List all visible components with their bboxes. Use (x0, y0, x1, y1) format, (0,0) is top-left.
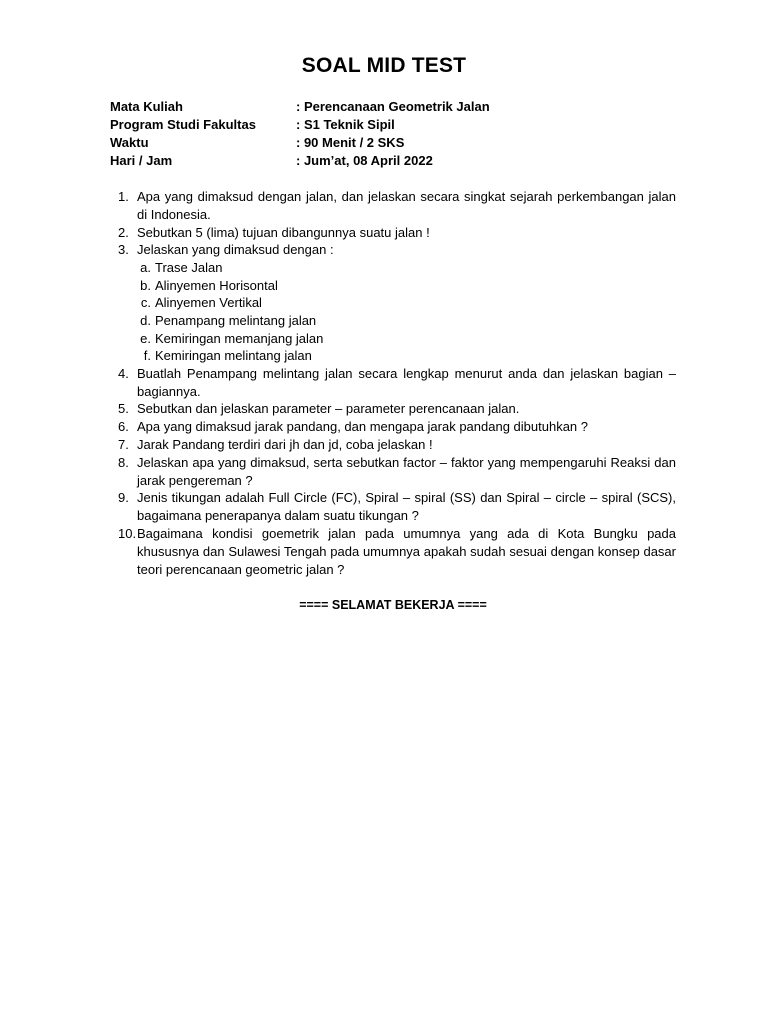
question-number: 2. (118, 224, 129, 240)
sub-question-text: Kemiringan melintang jalan (155, 348, 312, 364)
question-item (110, 436, 676, 454)
question-text: Jenis tikungan adalah Full Circle (FC), Spiral – spiral (SS) dan Spiral – circle – spiral (SCS), bagaimana penerapanya dalam suatu tikungan ? (137, 490, 676, 524)
question-item (110, 525, 676, 578)
question-number: 6. (118, 419, 129, 435)
question-text: Apa yang dimaksud dengan jalan, dan jelaskan secara singkat sejarah perkembangan jalan di Indonesia. (137, 189, 676, 222)
question-text: Apa yang dimaksud jarak pandang, dan mengapa jarak pandang dibutuhkan ? (137, 419, 589, 435)
sub-question-text: Trase Jalan (155, 260, 223, 276)
info-label: Hari / Jam (110, 153, 173, 168)
question-text: Bagaimana kondisi goemetrik jalan pada umumnya yang ada di Kota Bungku pada khususnya dan Sulawesi Tengah pada umumnya apakah sudah sesuai dengan konsep dasar teori perencanaan geometric jalan ? (137, 525, 676, 577)
info-row-course (110, 98, 690, 116)
closing-text: ==== SELAMAT BEKERJA ==== (299, 598, 487, 612)
info-row-program (110, 116, 690, 134)
sub-question-item (110, 259, 676, 277)
sub-question-letter: f. (143, 348, 151, 364)
info-value: : S1 Teknik Sipil (296, 117, 395, 132)
question-text: Sebutkan dan jelaskan parameter – parameter perencanaan jalan. (137, 401, 520, 417)
sub-question-list (110, 259, 676, 365)
question-text: Sebutkan 5 (lima) tujuan dibangunnya suatu jalan ! (137, 224, 430, 240)
question-number: 8. (118, 454, 129, 470)
question-item (110, 489, 676, 525)
question-list (110, 188, 676, 578)
question-item (110, 224, 676, 242)
question-number: 7. (118, 436, 129, 452)
sub-question-letter: e. (140, 330, 151, 346)
question-text: Jarak Pandang terdiri dari jh dan jd, coba jelaskan ! (137, 436, 433, 452)
question-item (110, 365, 676, 401)
sub-question-letter: d. (140, 312, 151, 328)
question-number: 5. (118, 401, 129, 417)
sub-question-text: Alinyemen Vertikal (155, 295, 262, 311)
question-text: Jelaskan apa yang dimaksud, serta sebutkan factor – faktor yang mempengaruhi Reaksi dan jarak pengereman ? (137, 454, 676, 488)
sub-question-text: Penampang melintang jalan (155, 312, 317, 328)
info-row-time (110, 134, 690, 152)
info-label: Program Studi Fakultas (110, 117, 256, 132)
exam-info (110, 98, 690, 170)
question-item (110, 400, 676, 418)
sub-question-letter: b. (140, 277, 151, 293)
sub-question-item (110, 330, 676, 348)
info-label: Mata Kuliah (110, 99, 183, 114)
question-number: 10. (118, 525, 137, 541)
page-title: SOAL MID TEST (301, 54, 467, 77)
question-text: Jelaskan yang dimaksud dengan : (137, 242, 334, 258)
info-value: : Jum’at, 08 April 2022 (296, 153, 433, 168)
question-number: 3. (118, 242, 129, 258)
sub-question-letter: a. (140, 260, 151, 276)
question-item (110, 188, 676, 224)
sub-question-text: Kemiringan memanjang jalan (155, 330, 324, 346)
info-value: : 90 Menit / 2 SKS (296, 135, 405, 150)
question-item (110, 454, 676, 490)
question-item (110, 241, 676, 259)
sub-question-item (110, 277, 676, 295)
question-number: 4. (118, 365, 129, 381)
question-number: 9. (118, 490, 129, 506)
question-text: Buatlah Penampang melintang jalan secara lengkap menurut anda dan jelaskan bagian – bagiannya. (137, 365, 676, 399)
sub-question-letter: c. (140, 295, 151, 311)
question-item (110, 418, 676, 436)
question-number: 1. (118, 189, 129, 204)
sub-question-text: Alinyemen Horisontal (155, 277, 278, 293)
sub-question-item (110, 312, 676, 330)
info-row-date (110, 152, 690, 170)
info-label: Waktu (110, 135, 149, 150)
sub-question-item (110, 294, 676, 312)
sub-question-item (110, 347, 676, 365)
info-value: : Perencanaan Geometrik Jalan (296, 99, 490, 114)
